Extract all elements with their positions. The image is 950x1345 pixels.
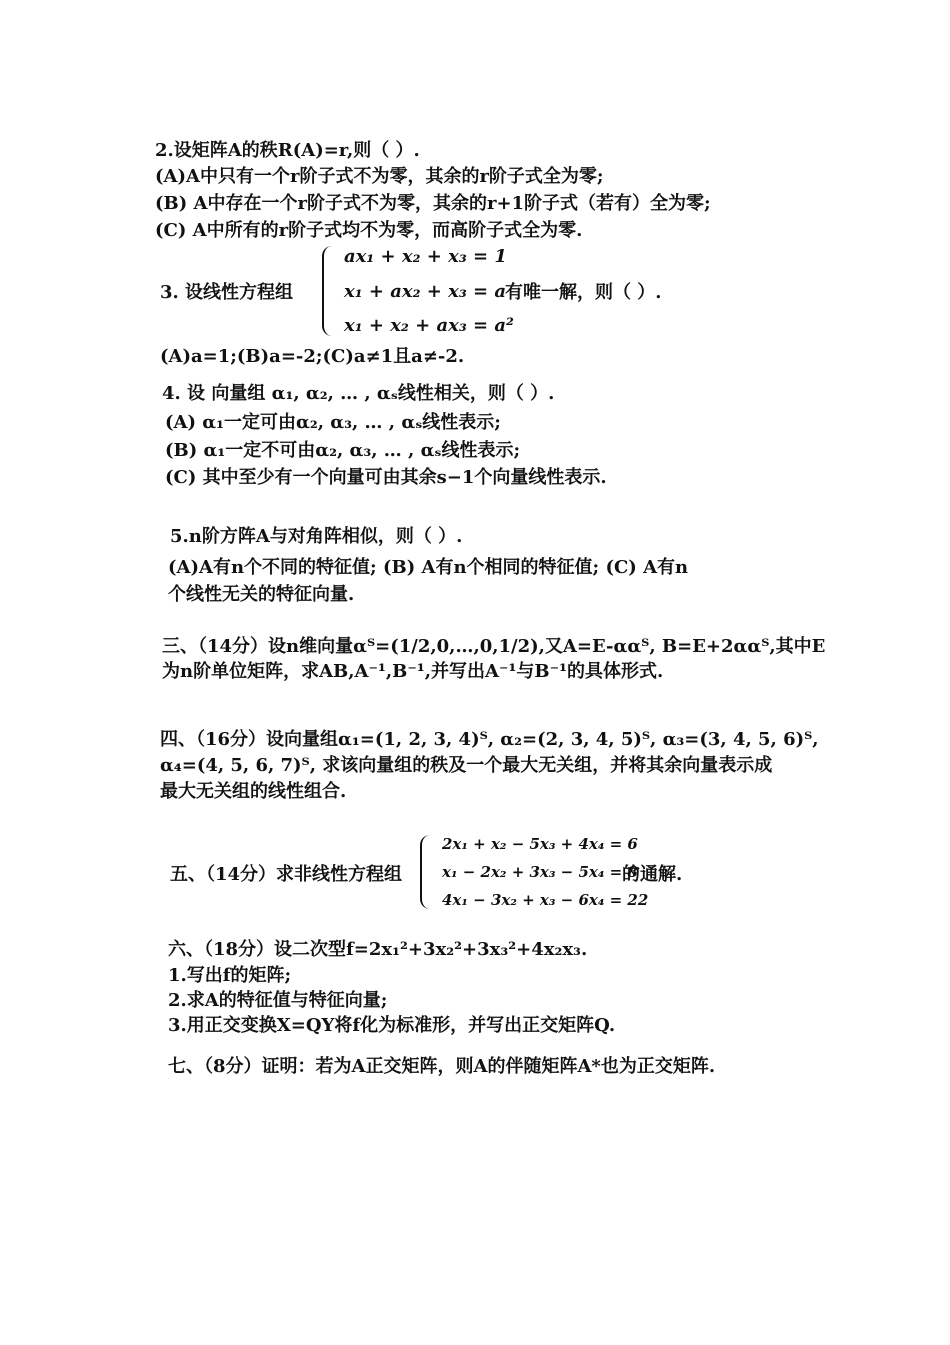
q4-option-a: (A) α₁一定可由α₂, α₃, … , αₛ线性表示;	[165, 412, 501, 433]
s5-equation-system	[420, 835, 648, 909]
q4-stem: 4. 设 向量组 α₁, α₂, … , αₛ线性相关，则（ ）.	[162, 383, 555, 404]
s5-prefix: 五、（14分）求非线性方程组	[170, 864, 403, 885]
q3-eq1: ax₁ + x₂ + x₃ = 1	[344, 246, 507, 267]
s4-line2: α₄=(4, 5, 6, 7)ᵀ, 求该向量组的秩及一个最大无关组，并将其余向量表示成	[160, 755, 773, 776]
q2-option-a: (A)A中只有一个r阶子式不为零，其余的r阶子式全为零;	[155, 166, 604, 187]
q3-suffix: 有唯一解，则（ ）.	[505, 282, 662, 303]
q4-option-c: (C) 其中至少有一个向量可由其余s−1个向量线性表示.	[165, 467, 607, 488]
q2-stem: 2.设矩阵A的秩R(A)=r,则（ ）.	[155, 140, 420, 161]
s4-line1: 四、（16分）设向量组α₁=(1, 2, 3, 4)ᵀ, α₂=(2, 3, 4, 5)ᵀ, α₃=(3, 4, 5, 6)ᵀ,	[160, 729, 819, 750]
q3-eq2: x₁ + ax₂ + x₃ = a	[344, 280, 507, 302]
q3-options: (A)a=1;(B)a=-2;(C)a≠1且a≠-2.	[160, 346, 465, 367]
s4-line3: 最大无关组的线性组合.	[160, 781, 347, 802]
s3-line1: 三、（14分）设n维向量αᵀ=(1/2,0,…,0,1/2),又A=E-ααᵀ, B=E+2ααᵀ,其中E	[162, 636, 826, 657]
s7-stem: 七、（8分）证明：若为A正交矩阵，则A的伴随矩阵A*也为正交矩阵.	[168, 1056, 716, 1077]
s5-eq2: x₁ − 2x₂ + 3x₃ − 5x₄ = 8	[442, 863, 638, 881]
q4-option-b: (B) α₁一定不可由α₂, α₃, … , αₛ线性表示;	[165, 440, 521, 461]
s5-brace	[420, 835, 436, 909]
q3-prefix: 3. 设线性方程组	[160, 282, 294, 303]
s6-item3: 3.用正交变换X=QY将f化为标准形，并写出正交矩阵Q.	[168, 1015, 616, 1036]
q3-equation-system	[322, 246, 514, 336]
q5-stem: 5.n阶方阵A与对角阵相似，则（ ）.	[170, 526, 463, 547]
s6-item2: 2.求A的特征值与特征向量;	[168, 990, 388, 1011]
s5-suffix: 的通解.	[622, 864, 683, 885]
q3-brace	[322, 246, 338, 336]
q5-line2: 个线性无关的特征向量.	[168, 584, 355, 605]
s6-stem: 六、（18分）设二次型f=2x₁²+3x₂²+3x₃²+4x₂x₃.	[168, 939, 588, 960]
q2-option-c: (C) A中所有的r阶子式均不为零，而高阶子式全为零.	[155, 220, 583, 241]
s5-eq3: 4x₁ − 3x₂ + x₃ − 6x₄ = 22	[442, 891, 649, 909]
q3-eq3: x₁ + x₂ + ax₃ = a²	[344, 315, 514, 336]
q5-line1: (A)A有n个不同的特征值; (B) A有n个相同的特征值; (C) A有n	[168, 557, 689, 578]
q2-option-b: (B) A中存在一个r阶子式不为零，其余的r+1阶子式（若有）全为零;	[155, 193, 711, 214]
s5-eq1: 2x₁ + x₂ − 5x₃ + 4x₄ = 6	[442, 835, 638, 853]
s3-line2: 为n阶单位矩阵，求AB,A⁻¹,B⁻¹,并写出A⁻¹与B⁻¹的具体形式.	[162, 661, 664, 682]
s6-item1: 1.写出f的矩阵;	[168, 965, 292, 986]
